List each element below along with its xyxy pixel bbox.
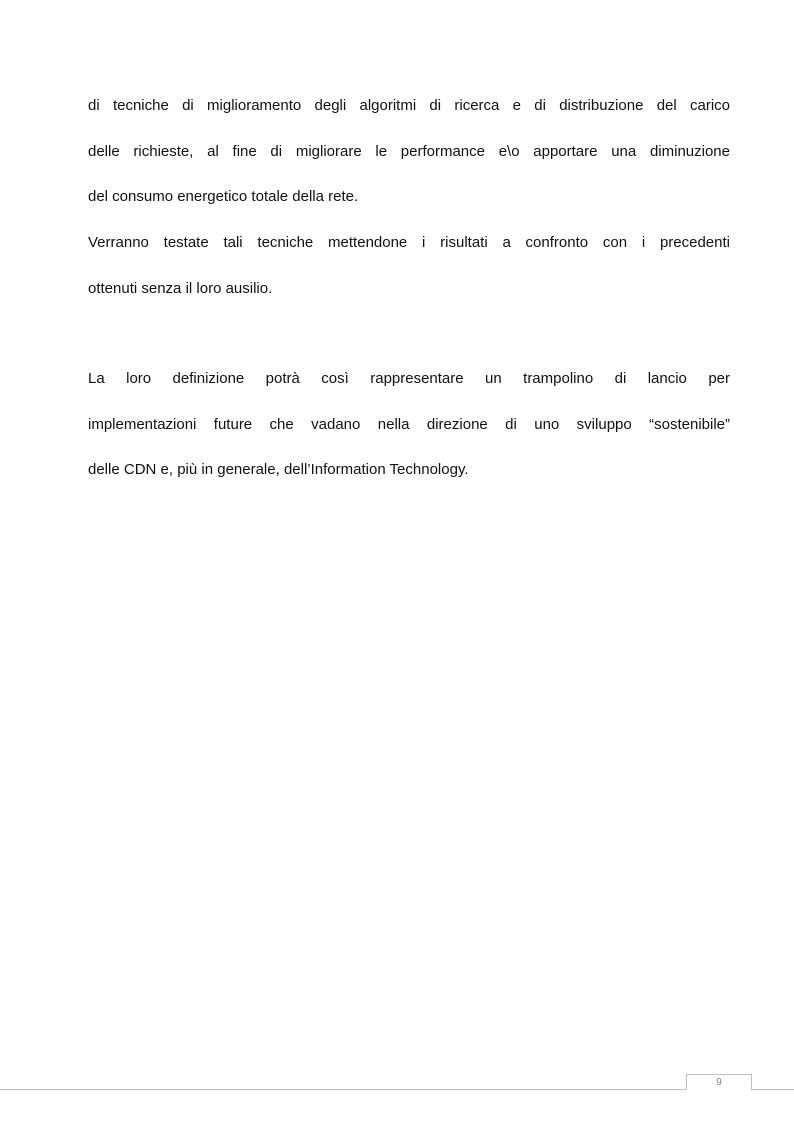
paragraph-line: Verranno testate tali tecniche mettendone i risultati a confronto con i precedenti (88, 234, 730, 251)
paragraph-line: implementazioni future che vadano nella direzione di uno sviluppo “sostenibile” (88, 415, 730, 433)
paragraph-line: La loro definizione potrà così rappresentare un trampolino di lancio per (88, 370, 730, 387)
paragraph-line: del consumo energetico totale della rete. (88, 188, 359, 205)
paragraph-line: di tecniche di miglioramento degli algoritmi di ricerca e di distribuzione del carico (88, 97, 730, 114)
footer-rule (0, 1089, 794, 1090)
page-number-box (686, 1074, 752, 1090)
paragraph-line: ottenuti senza il loro ausilio. (88, 279, 273, 297)
paragraph-algorithms (88, 83, 730, 220)
paragraph-conclusion (88, 356, 730, 493)
paragraph-line: delle CDN e, più in generale, dell’Information Technology. (88, 461, 469, 478)
page-number: 9 (716, 1077, 722, 1088)
paragraph-line: delle richieste, al fine di migliorare le performance e\o apportare una diminuzione (88, 142, 730, 160)
paragraph-testing (88, 220, 730, 311)
